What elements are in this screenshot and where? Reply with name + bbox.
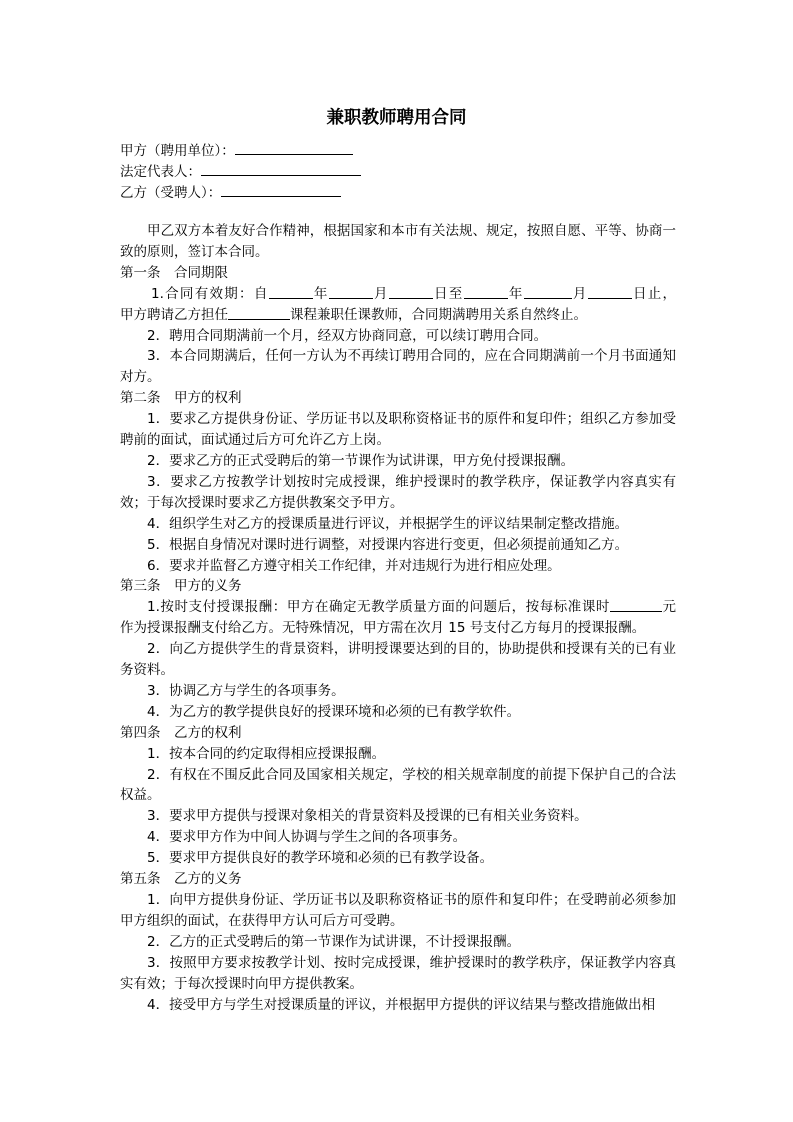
start-day-blank[interactable] [389, 285, 433, 299]
article-2-heading: 第二条 甲方的权利 [120, 390, 242, 407]
article-1-clause-3: 3．本合同期满后，任何一方认为不再续订聘用合同的，应在合同期满前一个月书面通知对方。 [120, 348, 676, 386]
article-2-clause-2: 2．要求乙方的正式受聘后的第一节课作为试讲课，甲方免付授课报酬。 [147, 452, 575, 469]
article-4-clause-1: 1．按本合同的约定取得相应授课报酬。 [147, 745, 386, 762]
party-b-blank[interactable] [221, 182, 341, 197]
article-2-clause-3: 3．要求乙方按教学计划按时完成授课，维护授课时的教学秩序，保证教学内容真实有效；于每次授课时要求乙方提供教案交予甲方。 [120, 473, 676, 511]
party-a-label: 甲方（聘用单位）： [120, 143, 235, 159]
party-a-line [120, 140, 353, 161]
article-4-clause-5: 5．要求甲方提供良好的教学环境和必须的已有教学设备。 [147, 850, 494, 867]
article-3-heading: 第三条 甲方的义务 [120, 578, 242, 595]
contract-body [120, 221, 676, 1015]
article-5-heading: 第五条 乙方的义务 [120, 871, 242, 888]
article-3-clause-1-cont: 作为授课报酬支付给乙方。无特殊情况，甲方需在次月 15 号支付乙方每月的授课报酬。 [120, 620, 646, 637]
article-5-clause-2: 2．乙方的正式受聘后的第一节课作为试讲课，不计授课报酬。 [147, 933, 521, 950]
start-month-blank[interactable] [329, 285, 373, 299]
article-3-clause-1: 1.按时支付授课报酬：甲方在确定无教学质量方面的问题后，按每标准课时 元 [147, 599, 677, 616]
article-5-clause-1: 1．向甲方提供身份证、学历证书以及职称资格证书的原件和复印件；在受聘前必须参加甲方组织的面试，在获得甲方认可后方可受聘。 [120, 892, 676, 929]
legal-rep-label: 法定代表人： [120, 164, 201, 180]
legal-rep-blank[interactable] [201, 161, 361, 176]
hourly-rate-blank[interactable] [610, 598, 662, 612]
course-name-blank[interactable] [228, 306, 290, 320]
article-2-clause-4: 4．组织学生对乙方的授课质量进行评议，并根据学生的评议结果制定整改措施。 [147, 515, 629, 532]
document-title: 兼职教师聘用合同 [326, 108, 467, 128]
article-2-clause-1: 1．要求乙方提供身份证、学历证书以及职称资格证书的原件和复印件；组织乙方参加受聘前的面试，面试通过后方可允许乙方上岗。 [120, 411, 676, 449]
article-5-clause-3: 3．按照甲方要求按教学计划、按时完成授课，维护授课时的教学秩序，保证教学内容真实有效；于每次授课时向甲方提供教案。 [120, 954, 676, 992]
article-3-clause-4: 4．为乙方的教学提供良好的授课环境和必须的已有教学软件。 [147, 703, 521, 720]
article-4-heading: 第四条 乙方的权利 [120, 724, 242, 741]
article-1-heading: 第一条 合同期限 [120, 264, 228, 281]
article-4-clause-3: 3．要求甲方提供与授课对象相关的背景资料及授课的已有相关业务资料。 [147, 808, 588, 825]
party-a-blank[interactable] [235, 140, 353, 155]
party-b-line [120, 182, 341, 203]
start-year-blank[interactable] [269, 285, 313, 299]
article-2-clause-5: 5．根据自身情况对课时进行调整，对授课内容进行变更，但必须提前通知乙方。 [147, 536, 629, 553]
end-year-blank[interactable] [464, 285, 508, 299]
article-1-clause-1: 1.合同有效期：自 年 月 日至 年 月 日止， [151, 285, 677, 302]
article-4-clause-2: 2．有权在不围反此合同及国家相关规定，学校的相关规章制度的前提下保护自己的合法权益。 [120, 766, 676, 804]
legal-rep-line [120, 161, 361, 182]
article-2-clause-6: 6．要求并监督乙方遵守相关工作纪律，并对违规行为进行相应处理。 [147, 557, 561, 574]
end-month-blank[interactable] [524, 285, 572, 299]
article-4-clause-4: 4．要求甲方作为中间人协调与学生之间的各项事务。 [147, 829, 467, 846]
article-5-clause-4: 4．接受甲方与学生对授课质量的评议，并根据甲方提供的评议结果与整改措施做出相 [147, 996, 656, 1013]
article-3-clause-3: 3．协调乙方与学生的各项事务。 [147, 682, 345, 699]
article-1-clause-1-cont: 甲方聘请乙方担任 课程兼职任课教师，合同期满聘用关系自然终止。 [120, 306, 587, 323]
article-1-clause-2: 2．聘用合同期满前一个月，经双方协商同意，可以续订聘用合同。 [147, 327, 548, 344]
intro-paragraph: 甲乙双方本着友好合作精神，根据国家和本市有关法规、规定，按照自愿、平等、协商一致的原则，签订本合同。 [120, 223, 676, 260]
end-day-blank[interactable] [588, 285, 632, 299]
party-b-label: 乙方（受聘人）： [120, 185, 222, 201]
article-3-clause-2: 2．向乙方提供学生的背景资料，讲明授课要达到的目的，协助提供和授课有关的已有业务资料。 [120, 641, 676, 679]
